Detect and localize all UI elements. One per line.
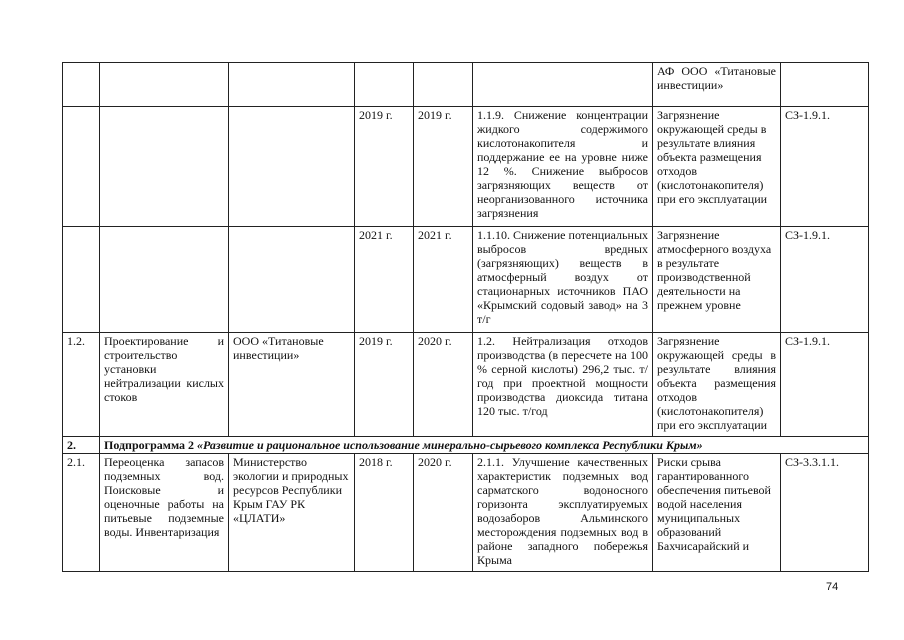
cell-name	[100, 63, 229, 107]
cell-executor: Министерство экологии и природных ресурсов Республики Крым ГАУ РК «ЦЛАТИ»	[229, 454, 355, 572]
page-number: 74	[826, 581, 839, 593]
section-number: 2.	[63, 437, 100, 454]
table-row	[63, 227, 869, 333]
program-table	[62, 62, 869, 572]
cell-start	[355, 63, 414, 107]
table-row	[63, 107, 869, 227]
section-prefix: Подпрограмма 2	[104, 438, 198, 452]
cell-measure: 1.2. Нейтрализация отходов производства (в пересчете на 100 % серной кислоты) 296,2 тыс. т/год при проектной мощности производства диоксида титана 120 тыс. т/год	[473, 333, 653, 437]
cell-measure: 2.1.1. Улучшение качественных характеристик подземных вод сарматского водоносного горизонта эксплуатируемых водозаборов Альминского месторождения подземных вод в районе западного побережья Крыма	[473, 454, 653, 572]
cell-name	[100, 107, 229, 227]
cell-risk: АФ ООО «Титановые инвестиции»	[653, 63, 781, 107]
table-row	[63, 454, 869, 572]
cell-end: 2020 г.	[414, 454, 473, 572]
cell-start: 2018 г.	[355, 454, 414, 572]
table-row	[63, 63, 869, 107]
cell-executor	[229, 63, 355, 107]
cell-end: 2021 г.	[414, 227, 473, 333]
cell-num: 1.2.	[63, 333, 100, 437]
cell-name: Переоценка запасов подземных вод. Поисковые и оценочные работы на питьевые подземные воды. Инвентаризация	[100, 454, 229, 572]
cell-num: 2.1.	[63, 454, 100, 572]
table-row	[63, 333, 869, 437]
cell-risk: Загрязнение окружающей среды в результате влияния объекта размещения отходов (кислотонакопителя) при его эксплуатации	[653, 107, 781, 227]
section-row	[63, 437, 869, 454]
section-title: «Развитие и рациональное использование минерально-сырьевого комплекса Республики Крым»	[197, 438, 703, 452]
cell-num	[63, 227, 100, 333]
cell-code: СЗ-1.9.1.	[781, 227, 869, 333]
cell-name: Проектирование и строительство установки нейтрализации кислых стоков	[100, 333, 229, 437]
cell-start: 2021 г.	[355, 227, 414, 333]
cell-executor	[229, 227, 355, 333]
cell-name	[100, 227, 229, 333]
cell-num	[63, 107, 100, 227]
cell-code: СЗ-3.3.1.1.	[781, 454, 869, 572]
cell-risk: Загрязнение окружающей среды в результате влияния объекта размещения отходов (кислотонакопителя) при его эксплуатации	[653, 333, 781, 437]
cell-measure	[473, 63, 653, 107]
section-heading	[100, 437, 869, 454]
cell-end: 2020 г.	[414, 333, 473, 437]
cell-executor	[229, 107, 355, 227]
cell-code: СЗ-1.9.1.	[781, 107, 869, 227]
cell-measure: 1.1.9. Снижение концентрации жидкого содержимого кислотонакопителя и поддержание ее на уровне ниже 12 %. Снижение выбросов загрязняющих веществ от неорганизованного источника загрязнения	[473, 107, 653, 227]
cell-risk: Риски срыва гарантированного обеспечения питьевой водой населения муниципальных образований Бахчисарайский и	[653, 454, 781, 572]
document-page	[62, 62, 868, 572]
cell-code: СЗ-1.9.1.	[781, 333, 869, 437]
cell-start: 2019 г.	[355, 333, 414, 437]
cell-num	[63, 63, 100, 107]
cell-end: 2019 г.	[414, 107, 473, 227]
cell-code	[781, 63, 869, 107]
cell-measure: 1.1.10. Снижение потенциальных выбросов вредных (загрязняющих) веществ в атмосферный воздух от стационарных источников ПАО «Крымский содовый завод» на 3 т/г	[473, 227, 653, 333]
cell-executor: ООО «Титановые инвестиции»	[229, 333, 355, 437]
cell-start: 2019 г.	[355, 107, 414, 227]
cell-end	[414, 63, 473, 107]
cell-risk: Загрязнение атмосферного воздуха в результате производственной деятельности на прежнем уровне	[653, 227, 781, 333]
